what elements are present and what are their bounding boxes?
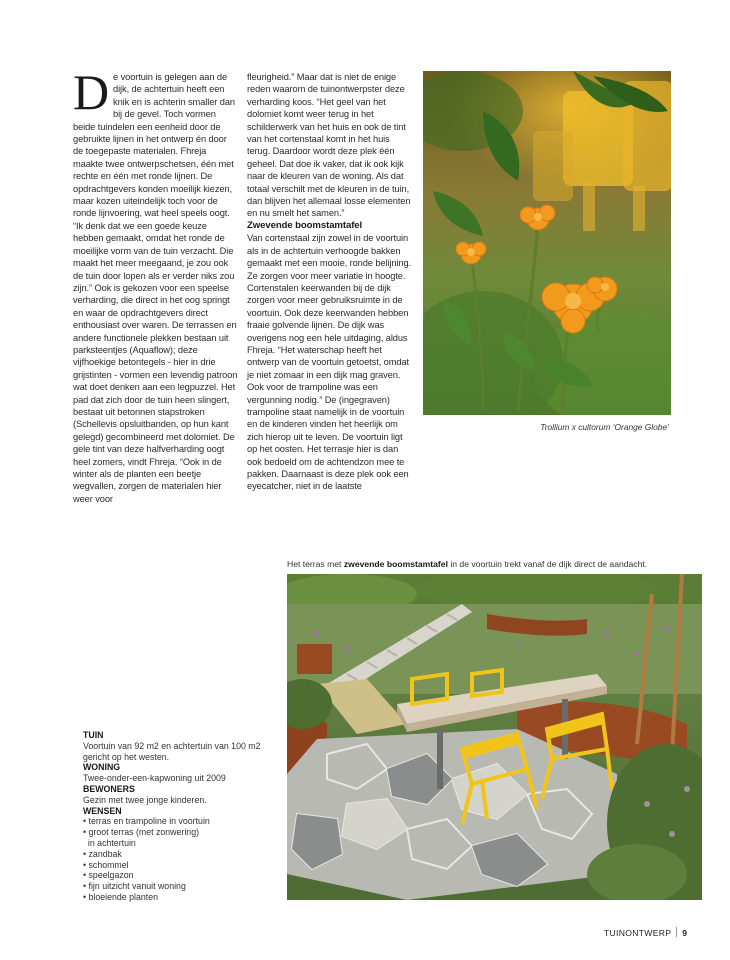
page-number: 9 [682, 928, 688, 938]
terrace-photo [287, 574, 702, 900]
page-footer [604, 927, 687, 938]
article-paragraph: e voortuin is gelegen aan de dijk, de achtertuin heeft een knik en is achterin smaller dan bij de gevel. Toch vormen beide tuindelen een eenheid door de gebruikte lijnen in het ontwerp én door de toegepaste materialen. Fhreja maakte twee ontwerpschetsen, één met rechte en één met ronde lijnen. De opdrachtgevers konden moeilijk kiezen, maar kozen uiteindelijk toch voor de ronde lijnvoering, wat heel speels oogt. “Ik denk dat we een goede keuze hebben gemaakt, omdat het ronde de moeilijke vorm van de tuin verzacht. Die maakt het meer meegaand, je zou ook de tuin door lopen als er verder niks zou zijn.” Ook is gekozen voor een speelse verharding, die direct in het oog springt en waar de opdrachtgevers direct enthousiast over waren. De terrassen en andere functionele plekken bestaan uit parksteentjes (Aquaflow); deze vijfhoekige betontegels - hier in drie grijstinten - vormen een levendig patroon wat doet denken aan een legpuzzel. Het pad dat zich door de tuin heen slingert, bestaat uit betonnen stapstroken (Schellevis opsluitbanden, op hun kant gelegd) gecombineerd met dolomiet. De gele tint van deze halfverharding oogt heel zomers, vindt Fhreja. “Ook in de winter als de planten een beetje wegvallen, zorgen de materialen hier weer voor [73, 72, 238, 504]
caption-text: in de voortuin trekt vanaf de dijk direct de aandacht. [447, 559, 648, 569]
article-paragraph: fleurigheid.” Maar dat is niet de enige reden waarom de tuinontwerpster deze verharding koos. “Het geel van het dolomiet komt weer terug in het schilderwerk van het huis en ook de tint van het cortenstaal komt in het huis terug. Daardoor wordt deze plek één geheel. Dat doe ik vaker, dat ik ook kijk naar de kleuren van de woning. Als dat totaal verschilt met de kleuren in de tuin, dan blijven het allemaal losse elementen en nu smelt het samen.” [247, 72, 411, 219]
flower-photo-illustration [423, 71, 671, 415]
list-item: • groot terras (met zonwering) [83, 827, 200, 838]
garden-info-box [83, 730, 283, 903]
list-item: • zandbak [83, 848, 122, 859]
info-text-bewoners: Gezin met twee jonge kinderen. [83, 794, 207, 805]
list-item: • bloeiende planten [83, 891, 158, 902]
article-paragraph: Van cortenstaal zijn zowel in de voortuin als in de achtertuin verhoogde bakken gemaakt met een mooie, ronde belijning. Ze zorgen voor meer variatie in hoogte. Cortenstalen keerwanden bij de dijk zorgen voor meer gebruiksruimte in de voortuin. Ook deze keerwanden hebben fraaie golvende lijnen. De dijk was overigens nog een hele uitdaging, aldus Fhreja. “Het waterschap heeft het ontwerp van de voortuin getoetst, omdat je niet zomaar in een dijk mag graven. Ook voor de trampoline was een vergunning nodig.” De (ingegraven) trampoline staat namelijk in de voortuin en de kinderen vinden het heerlijk om zich hierop uit te leven. De voortuin ligt op het oosten. Het terrasje hier is dan ook bedoeld om de achtendzon mee te pakken. Daarnaast is deze plek ook een eyecatcher, niet in de laatste [247, 233, 412, 492]
caption-text: Het terras met [287, 559, 344, 569]
flower-photo-caption: Trollium x cultorum ‘Orange Globe’ [540, 422, 669, 432]
wishes-list [83, 816, 283, 902]
list-item: • terras en trampoline in voortuin [83, 816, 210, 827]
info-text-woning: Twee-onder-een-kapwoning uit 2009 [83, 773, 226, 784]
info-heading-woning: WONING [83, 762, 121, 773]
flower-photo [423, 71, 671, 415]
caption-emphasis: zwevende boomstamtafel [343, 559, 448, 569]
subheading: Zwevende boomstamtafel [247, 219, 363, 231]
article-column-2 [247, 71, 413, 493]
info-text-tuin: Voortuin van 92 m2 en achtertuin van 100 m2 gericht op het westen. [83, 740, 261, 762]
info-heading-tuin: TUIN [83, 730, 104, 740]
list-item: • speelgazon [83, 870, 134, 881]
list-item: • schommel [83, 859, 129, 870]
dropcap: D [73, 64, 110, 120]
info-heading-wensen: WENSEN [83, 805, 122, 816]
article-column-1 [73, 64, 238, 505]
info-heading-bewoners: BEWONERS [83, 783, 135, 794]
terrace-photo-caption [287, 559, 687, 569]
footer-divider [676, 927, 677, 937]
magazine-name: TUINONTWERP [604, 928, 672, 938]
list-item: • fijn uitzicht vanuit woning [83, 881, 186, 892]
terrace-photo-illustration [287, 574, 702, 900]
list-item: in achtertuin [83, 837, 136, 848]
